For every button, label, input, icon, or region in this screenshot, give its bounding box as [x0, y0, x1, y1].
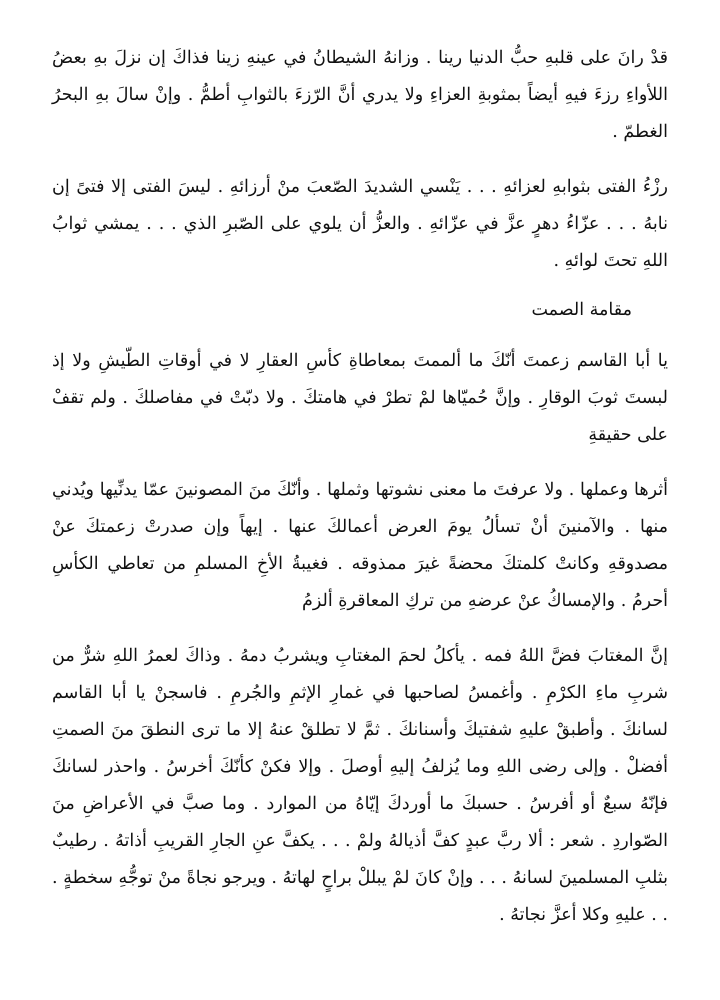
paragraph-5: إنَّ المغتابَ فضَّ اللهُ فمه . يأكلُ لحمَ المغتابِ ويشربُ دمهُ . وذاكَ لعمرُ اللهِ شرٌّ من شربِ ماءِ الكرْمِ . وأغمسُ لصاحبها في غمارِ الإثمِ والجُرمِ . فاسجنْ يا أبا القاسم لسانكَ . وأطبقْ عليهِ شفتيكَ وأسنانكَ . ثمَّ لا تطلقْ عنهُ إلا ما ترى النطقَ منَ الصمتِ أفضلْ . وإلى رضى اللهِ وما يُزلفُ إليهِ أوصلَ . وإلا فكنْ كأنّكَ أخرسُ . واحذر لسانكَ فإنّهُ سبعٌ أو أفرسُ . حسبكَ ما أوردكَ إيّاهُ من الموارد . وما صبَّ في الأعراضِ منَ الصّواردِ . شعر : ألا ربَّ عبدٍ كفَّ أذيالهُ ولمْ . . . يكفَّ عنِ الجارِ القريبِ أذاتهُ . رطيبٌ بثلبِ المسلمينَ لسانهُ . . . وإنْ كانَ لمْ يبللْ براحٍ لهاتهُ . ويرجو نجاةً منْ توجُّهِ سخطةٍ . . . عليهِ وكلا أعزَّ نجاتهُ . — [52, 646, 668, 925]
paragraph-3: يا أبا القاسم زعمتَ أنّكَ ما ألممتَ بمعاطاةِ كأسِ العقارِ لا في أوقاتِ الطّيشِ ولا إذ لبستَ ثوبَ الوقارِ . وإنَّ حُميّاها لمْ تطرْ في هامتكَ . ولا دبّتْ في مفاصلكَ . ولم تقفْ على حقيقةِ — [52, 351, 668, 445]
document-page — [52, 40, 668, 934]
section-heading: مقامة الصمت — [531, 300, 632, 320]
paragraph-4: أثرها وعملها . ولا عرفتَ ما معنى نشوتها وثملها . وأنّكَ منَ المصونينَ عمّا يدنِّيها ويُدني منها . والآمنينَ أنْ تسألُ يومَ العرض أعمالكَ عنها . إيهاً وإن صدرتْ زعمتكَ عنْ مصدوقهِ وكانتْ كلمتكَ محضةً غيرَ ممذوقه . فغيبةُ الأخِ المسلمِ من تعاطي الكأسِ أحرمُ . والإمساكُ عنْ عرضهِ من تركِ المعاقرةِ ألزمُ — [52, 480, 668, 611]
paragraph-2: رزْءُ الفتى بثوابهِ لعزائهِ . . . يَنْسي الشديدَ الصّعبَ منْ أرزائهِ . ليسَ الفتى إلا فتىً إن نابهُ . . . عزّاءُ دهرٍ عزَّ في عزّائهِ . والعزُّ أن يلوي على الصّبرِ الذي . . . يمشي ثوابُ اللهِ تحتَ لوائهِ . — [52, 177, 668, 271]
paragraph-1: قدْ رانَ على قلبهِ حبُّ الدنيا رينا . وزانهُ الشيطانُ في عينهِ زينا فذاكَ إن نزلَ بهِ بعضُ اللأواءِ رزءَ فيهِ أيضاً بمثوبةِ العزاءِ ولا يدري أنَّ الرّزءَ بالثوابِ أطمُّ . وإنْ سالَ بهِ البحرُ الغطمّ . — [52, 48, 668, 142]
